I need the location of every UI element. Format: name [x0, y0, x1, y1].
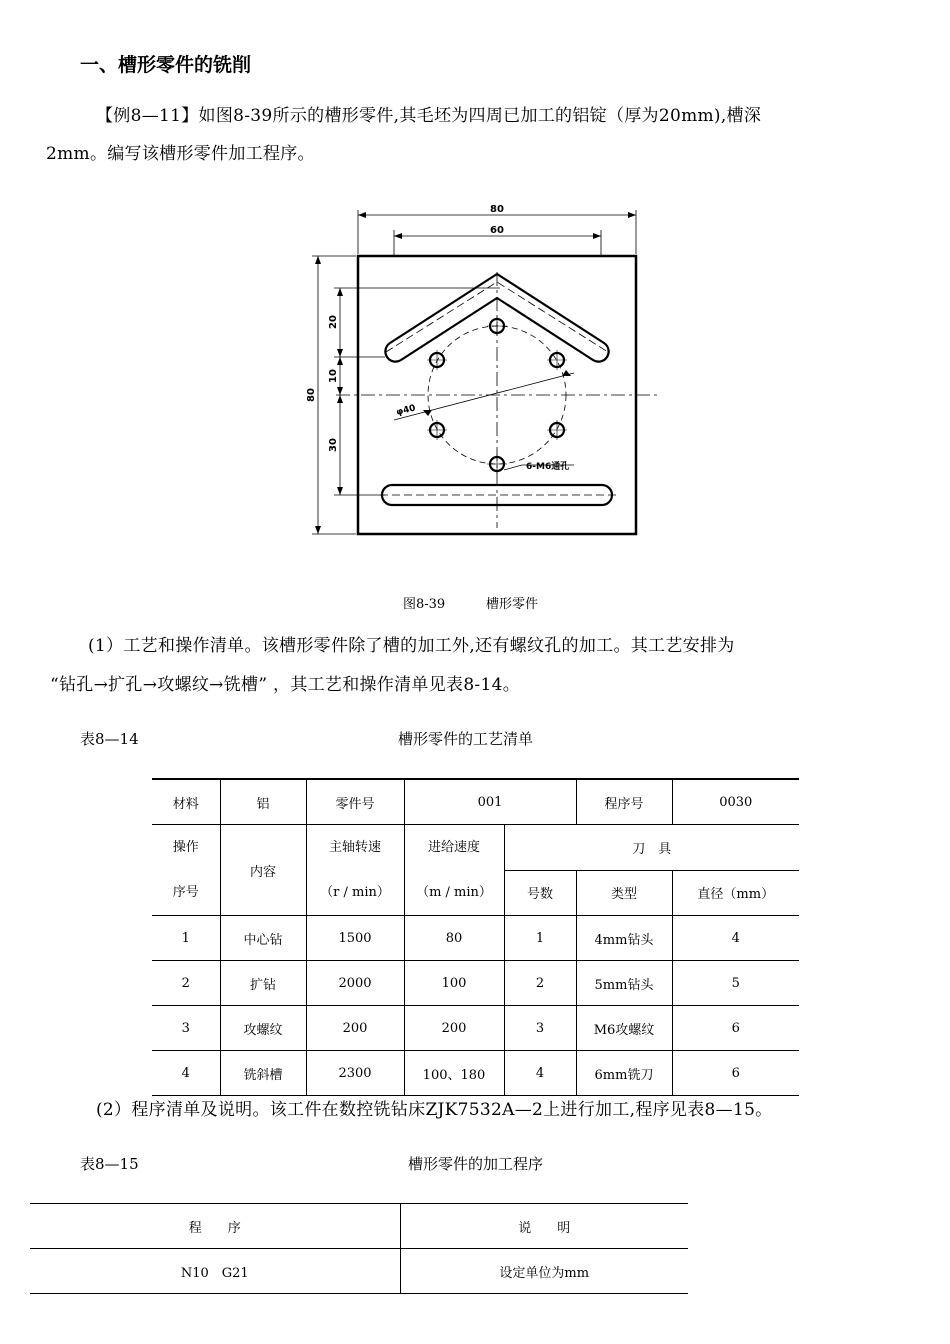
- cell: 5: [672, 961, 799, 1006]
- cell: 攻螺纹: [220, 1006, 306, 1051]
- op-no-head-line1: 操作: [172, 840, 199, 855]
- op-no-head-line2: 序号: [172, 885, 199, 900]
- cell: 1: [504, 916, 576, 961]
- dim-60-top: 60: [490, 225, 504, 236]
- program-line: N10 G21: [30, 1249, 400, 1294]
- paragraph-1-line-1: 【例8—11】如图8-39所示的槽形零件,其毛坯为四周已加工的铝锭（厚为20mm),槽深: [96, 106, 762, 126]
- cell: 2000: [306, 961, 404, 1006]
- dim-20: 20: [328, 315, 339, 329]
- cell: 2: [504, 961, 576, 1006]
- table-row: [152, 961, 799, 1006]
- feed-head-line2: （m / min）: [416, 885, 492, 900]
- spindle-head-line1: 主轴转速: [328, 840, 381, 855]
- note-head: 说 明: [400, 1204, 688, 1249]
- feed-head: [404, 825, 504, 916]
- table-row: [152, 779, 799, 825]
- diameter-label: φ40: [395, 403, 417, 418]
- paragraph-2-line-2: “钻孔→扩孔→攻螺纹→铣槽” ，其工艺和操作清单见表8-14。: [50, 675, 521, 695]
- cell: 100: [404, 961, 504, 1006]
- cell: 6: [672, 1006, 799, 1051]
- paragraph-2-line-1: (1）工艺和操作清单。该槽形零件除了槽的加工外,还有螺纹孔的加工。其工艺安排为: [88, 636, 735, 656]
- cell: 6: [672, 1051, 799, 1096]
- dim-30: 30: [328, 438, 339, 452]
- cell: M6攻螺纹: [576, 1006, 672, 1051]
- paragraph-3: (2）程序清单及说明。该工件在数控铣钻床ZJK7532A—2上进行加工,程序见表8—15。: [96, 1100, 773, 1120]
- table-row: [152, 1051, 799, 1096]
- section-heading: 一、槽形零件的铣削: [80, 54, 252, 76]
- slot-part-drawing: [296, 198, 666, 548]
- cell: 铣斜槽: [220, 1051, 306, 1096]
- cell: 80: [404, 916, 504, 961]
- program-no-head: 程序号: [576, 779, 672, 825]
- tool-diameter-head: 直径（mm）: [672, 870, 799, 916]
- cell: 200: [404, 1006, 504, 1051]
- table-row: [152, 1006, 799, 1051]
- table-15-title: 槽形零件的加工程序: [408, 1155, 544, 1173]
- figure-caption-text: 槽形零件: [486, 597, 539, 612]
- cell: 1500: [306, 916, 404, 961]
- program-no-value: 0030: [672, 779, 799, 825]
- paragraph-1-line-2: 2mm。编写该槽形零件加工程序。: [46, 144, 315, 164]
- cell: 1: [152, 916, 220, 961]
- cell: 3: [504, 1006, 576, 1051]
- part-no-value: 001: [404, 779, 576, 825]
- cell: 4: [504, 1051, 576, 1096]
- dim-80-top: 80: [490, 204, 504, 215]
- cell: 4mm钻头: [576, 916, 672, 961]
- cell: 6mm铣刀: [576, 1051, 672, 1096]
- cell: 2300: [306, 1051, 404, 1096]
- process-table: [152, 778, 799, 1096]
- table-14-label: 表8—14: [80, 730, 139, 748]
- cell: 4: [672, 916, 799, 961]
- tool-head: 刀 具: [504, 825, 799, 871]
- cell: 2: [152, 961, 220, 1006]
- cell: 4: [152, 1051, 220, 1096]
- spindle-head: [306, 825, 404, 916]
- op-no-head: [152, 825, 220, 916]
- cell: 5mm钻头: [576, 961, 672, 1006]
- table-row: [30, 1204, 688, 1249]
- cell: 200: [306, 1006, 404, 1051]
- table-row: [152, 916, 799, 961]
- content-head: 内容: [220, 825, 306, 916]
- spindle-head-line2: （r / min）: [320, 885, 390, 900]
- program-table: [30, 1203, 688, 1294]
- cell: 100、180: [404, 1051, 504, 1096]
- cell: 3: [152, 1006, 220, 1051]
- dim-80-left: 80: [306, 388, 317, 402]
- table-14-title: 槽形零件的工艺清单: [398, 730, 534, 748]
- figure-caption-number: 图8-39: [403, 597, 446, 612]
- dim-10: 10: [328, 369, 339, 383]
- cell: 中心钻: [220, 916, 306, 961]
- table-row: [152, 825, 799, 871]
- material-head: 材料: [152, 779, 220, 825]
- tool-type-head: 类型: [576, 870, 672, 916]
- cell: 扩钻: [220, 961, 306, 1006]
- program-note: 设定单位为mm: [400, 1249, 688, 1294]
- program-head: 程 序: [30, 1204, 400, 1249]
- diameter-leader: [394, 373, 574, 420]
- table-15-label: 表8—15: [80, 1155, 139, 1173]
- table-row: [30, 1249, 688, 1294]
- part-no-head: 零件号: [306, 779, 404, 825]
- thread-hole-label: 6-M6通孔: [526, 462, 570, 472]
- material-value: 铝: [220, 779, 306, 825]
- tool-number-head: 号数: [504, 870, 576, 916]
- feed-head-line1: 进给速度: [427, 840, 480, 855]
